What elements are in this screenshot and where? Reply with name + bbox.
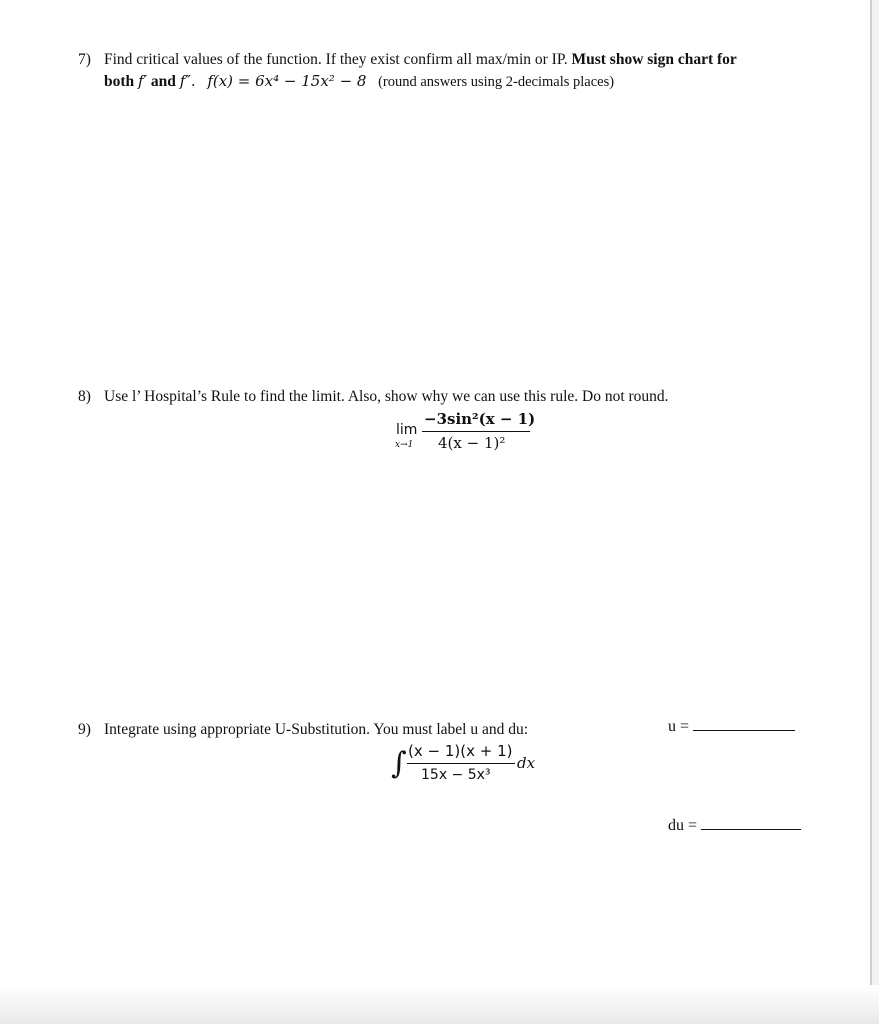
- integral-numerator: (x − 1)(x + 1): [408, 742, 513, 760]
- du-answer-line[interactable]: [701, 817, 801, 830]
- question-7-line-1: [104, 49, 804, 70]
- q8-text: Use l’ Hospital’s Rule to find the limit. Also, show why we can use this rule. Do not round.: [104, 388, 669, 405]
- q7-and: and: [150, 73, 176, 90]
- question-9-text: [104, 719, 528, 740]
- u-label: u =: [668, 718, 690, 735]
- fraction-bar: [422, 431, 530, 432]
- q9-number: 9): [78, 721, 91, 738]
- q9-text: Integrate using appropriate U-Substitution. You must label u and du:: [104, 721, 529, 738]
- q7-emphasis: Must show sign chart for: [571, 51, 737, 68]
- limit-denominator: 4(x − 1)²: [438, 434, 506, 452]
- limit-expression: [394, 410, 544, 456]
- q7-both: both: [104, 73, 135, 90]
- u-answer-line[interactable]: [693, 718, 795, 731]
- q7-function: f(x) = 6x⁴ − 15x² − 8: [207, 72, 367, 90]
- question-9-number: [78, 719, 91, 740]
- integral-denominator: 15x − 5x³: [421, 767, 491, 783]
- fraction-bar: [407, 763, 515, 764]
- q7-rounding-note: (round answers using 2-decimals places): [378, 74, 615, 90]
- lim-subscript: x→1: [395, 440, 414, 450]
- lim-label: lim: [396, 422, 418, 438]
- integral-sign: ∫: [391, 746, 407, 781]
- f-prime: f′: [138, 72, 147, 90]
- f-double-prime: f″.: [179, 72, 196, 90]
- question-7-line-2: [104, 71, 614, 93]
- du-label: du =: [668, 817, 698, 834]
- page-bottom-shadow: [0, 985, 879, 1024]
- question-8-number: [78, 386, 91, 407]
- integral-dx: dx: [517, 754, 536, 772]
- u-answer: [668, 718, 795, 736]
- integral-expression: [391, 742, 561, 790]
- q8-number: 8): [78, 388, 91, 405]
- q7-text: Find critical values of the function. If they exist confirm all max/min or IP.: [104, 51, 568, 68]
- q7-number: 7): [78, 51, 91, 68]
- question-8-text: [104, 386, 669, 407]
- limit-numerator: −3sin²(x − 1): [424, 410, 536, 428]
- question-7-number: [78, 49, 91, 70]
- du-answer: [668, 817, 801, 835]
